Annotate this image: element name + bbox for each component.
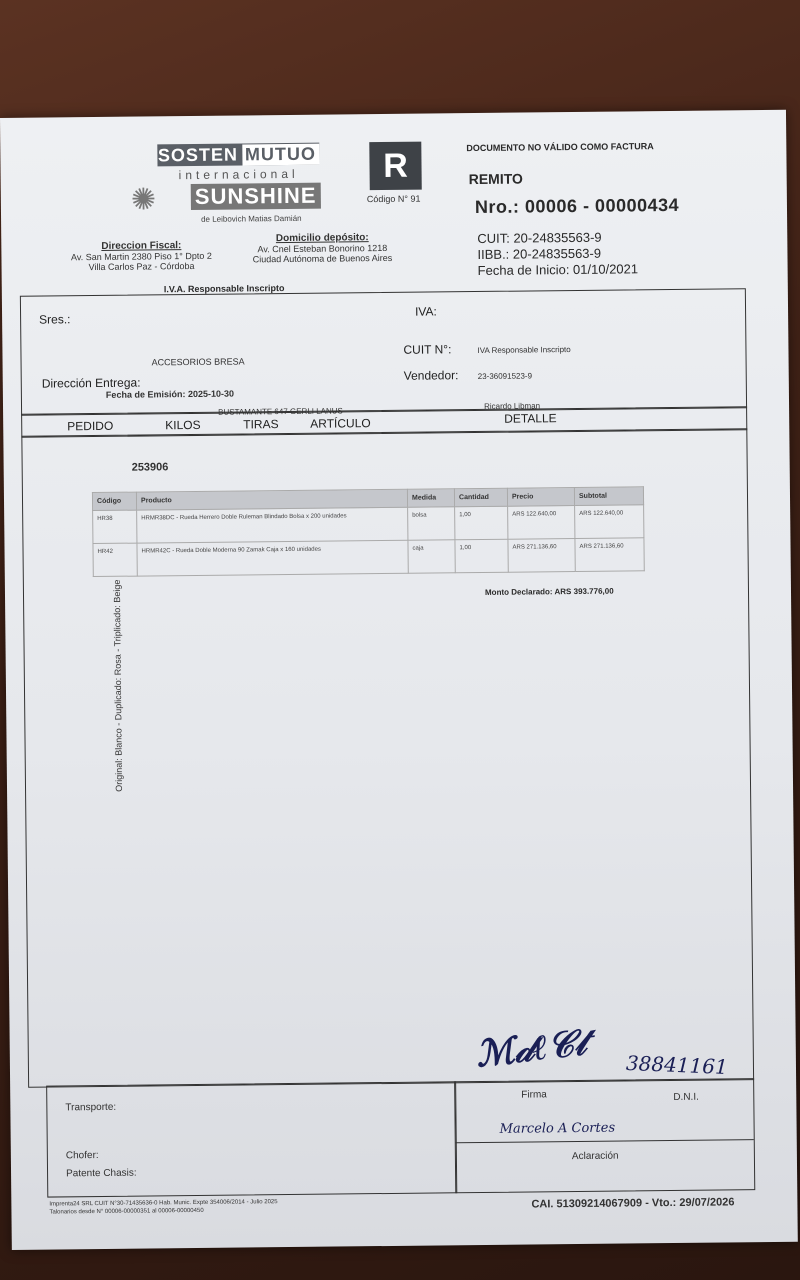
th-cantidad: Cantidad <box>454 488 507 507</box>
brand-logo-top <box>157 143 319 167</box>
copy-color-note: Original: Blanco - Duplicado: Rosa - Triplicado: Beige <box>111 579 125 792</box>
brand-word-mutuo: MUTUO <box>242 143 319 165</box>
deposit-address-line1: Av. Cnel Esteban Bonorino 1218 <box>257 242 388 255</box>
printer-line2: Talonarios desde N° 00006-00000351 al 00006-00000450 <box>49 1207 204 1216</box>
document-type: REMITO <box>468 170 523 188</box>
order-number: 253906 <box>131 461 169 474</box>
cuit-value: IVA Responsable Inscripto <box>477 345 571 356</box>
patente-label: Patente Chasis: <box>66 1167 137 1180</box>
vendedor-value: 23-36091523-9 <box>477 371 533 382</box>
document-number: Nro.: 00006 - 00000434 <box>474 194 680 218</box>
cell-medida: bolsa <box>408 507 455 540</box>
issuer-tax-info <box>477 229 638 279</box>
cell-producto: HRMR42C - Rueda Doble Moderna 90 Zamak Caja x 160 unidades <box>137 540 408 576</box>
iva-label: IVA: <box>414 304 437 319</box>
signature-section <box>454 1078 755 1193</box>
cell-medida: caja <box>408 540 455 573</box>
direccion-label: Dirección Entrega: <box>41 375 141 391</box>
remito-document <box>0 110 798 1250</box>
brand-sunshine: SUNSHINE <box>191 183 321 210</box>
signature-divider <box>456 1139 754 1143</box>
col-tiras: TIRAS <box>243 417 279 432</box>
cell-subtotal: ARS 122.640,00 <box>575 505 644 539</box>
table-row <box>93 538 644 577</box>
items-table <box>92 486 645 577</box>
transporte-label: Transporte: <box>65 1101 117 1114</box>
cell-producto: HRMR38DC - Rueda Herrero Doble Ruleman Blindado Bolsa x 200 unidades <box>137 507 408 543</box>
fiscal-address-line2: Villa Carlos Paz - Córdoba <box>88 260 195 273</box>
printer-line1: Imprenta24 SRL CUIT N°30-71435636-0 Hab. Munic. Expte 354006/2014 - Julio 2025 <box>49 1199 278 1208</box>
transport-section <box>46 1081 457 1197</box>
fiscal-address-line1: Av. San Martin 2380 Piso 1° Dpto 2 <box>70 250 212 263</box>
delivery-address: BUSTAMANTE 647 GERLI LANUS <box>218 406 343 417</box>
dni-label: D.N.I. <box>673 1091 699 1104</box>
handwritten-signature: ℳ𝒹ℓ𝒞𝓉 <box>473 1021 589 1076</box>
document-letter-box: R <box>369 142 421 191</box>
cell-subtotal: ARS 271.136,60 <box>575 538 644 572</box>
aclaracion-label: Aclaración <box>571 1150 619 1163</box>
cell-precio: ARS 271.136,60 <box>508 539 575 573</box>
chofer-label: Chofer: <box>65 1150 99 1162</box>
brand-international: internacional <box>178 166 299 183</box>
aclaracion-handwritten: Marcelo A Cortes <box>499 1120 616 1137</box>
client-section <box>20 288 747 416</box>
th-subtotal: Subtotal <box>574 487 643 506</box>
sun-logo-icon: ✺ <box>130 183 157 217</box>
brand-owner: de Leibovich Matias Damián <box>201 213 302 224</box>
cell-cantidad: 1,00 <box>455 506 508 540</box>
col-pedido: PEDIDO <box>67 418 114 434</box>
cuit-label: CUIT N°: <box>403 342 452 357</box>
not-valid-notice: DOCUMENTO NO VÁLIDO COMO FACTURA <box>466 141 654 154</box>
document-code: Código N° 91 <box>366 193 421 205</box>
deposit-address-line2: Ciudad Autónoma de Buenos Aires <box>252 252 393 265</box>
issuer-cuit: CUIT: 20-24835563-9 <box>477 229 602 247</box>
col-detalle: DETALLE <box>504 411 557 426</box>
col-kilos: KILOS <box>165 417 201 433</box>
cai-info: CAI. 51309214067909 - Vto.: 29/07/2026 <box>531 1196 735 1211</box>
deposit-address <box>237 232 407 265</box>
issuer-start-date: Fecha de Inicio: 01/10/2021 <box>477 261 639 279</box>
vendedor-label: Vendedor: <box>403 368 459 383</box>
deposit-address-title: Domicilio depósito: <box>275 232 369 245</box>
th-medida: Medida <box>407 489 454 507</box>
th-precio: Precio <box>507 488 574 507</box>
col-articulo: ARTÍCULO <box>310 416 371 431</box>
printer-info <box>49 1198 277 1216</box>
declared-amount: Monto Declarado: ARS 393.776,00 <box>484 586 614 597</box>
client-name: ACCESORIOS BRESA <box>151 356 245 368</box>
issuer-iibb: IIBB.: 20-24835563-9 <box>477 245 602 263</box>
cell-precio: ARS 122.640,00 <box>508 506 575 540</box>
issuer-iva-condition: I.V.A. Responsable Inscripto <box>163 283 285 295</box>
fiscal-address <box>56 240 226 273</box>
th-codigo: Código <box>92 492 136 510</box>
sres-label: Sres.: <box>39 312 71 327</box>
th-producto: Producto <box>136 489 407 510</box>
cell-cantidad: 1,00 <box>455 539 508 573</box>
firma-label: Firma <box>521 1089 547 1101</box>
cell-codigo: HR42 <box>93 543 137 576</box>
fiscal-address-title: Direccion Fiscal: <box>101 240 182 252</box>
vendedor-name: Ricardo Libman <box>483 401 541 411</box>
issue-date: Fecha de Emisión: 2025-10-30 <box>105 388 235 400</box>
dni-handwritten: 38841161 <box>625 1050 729 1080</box>
brand-word-sosten: SOSTEN <box>157 144 238 165</box>
cell-codigo: HR38 <box>93 510 137 543</box>
